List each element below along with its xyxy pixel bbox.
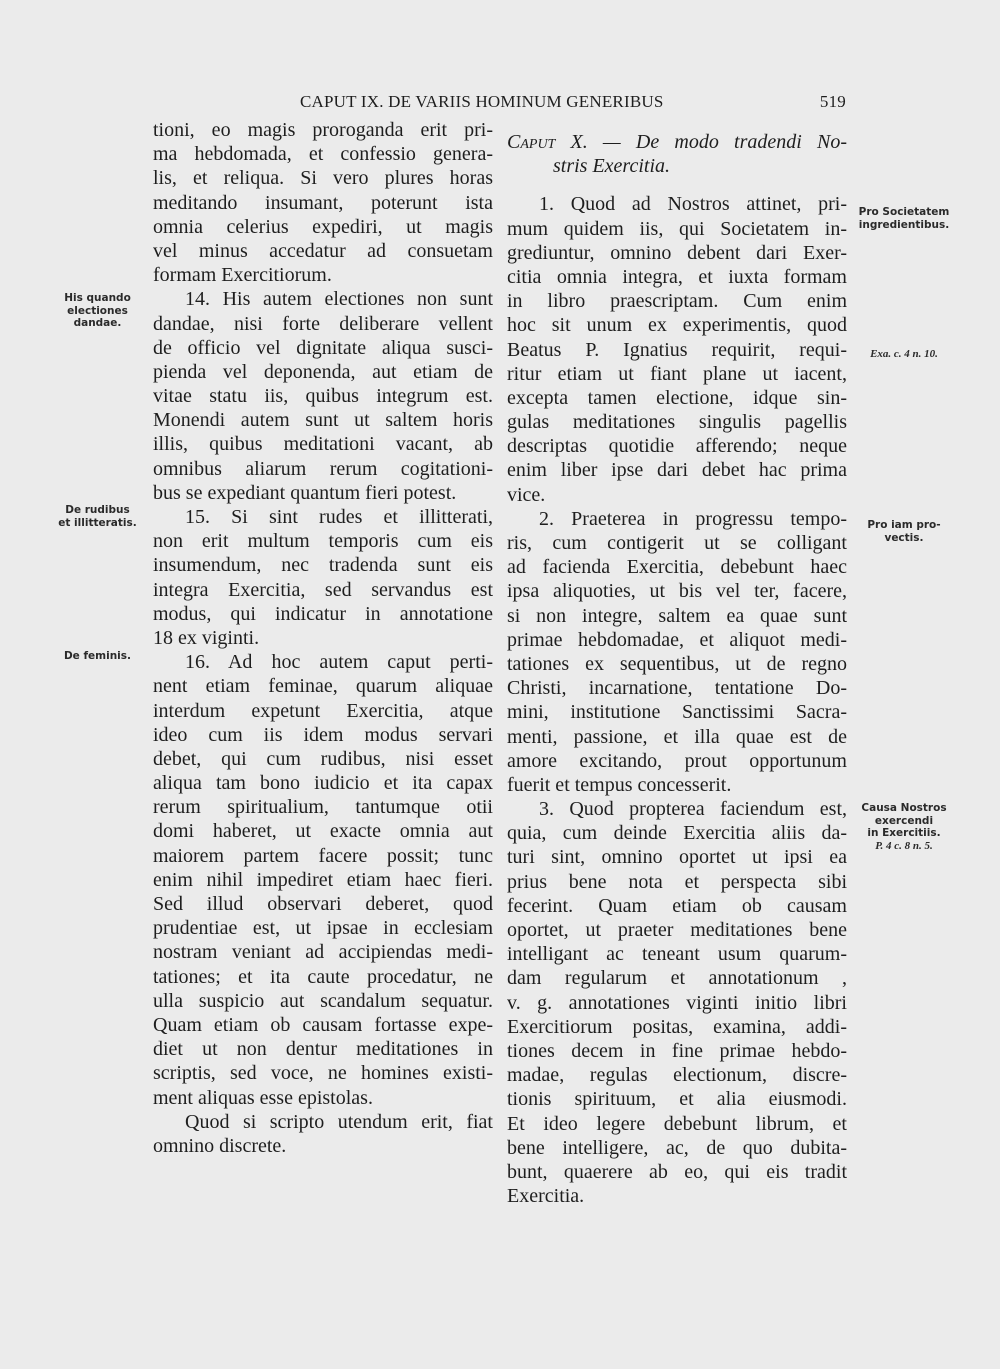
text-line: insumendum, nec tradenda sunt eis (153, 554, 493, 577)
text-line: Sed illud observari deberet, quod (153, 893, 493, 915)
text-line: mini, institutione Sanctissimi Sacra- (507, 701, 847, 724)
margin-note-line: ingredientibus. (858, 218, 950, 231)
text-line: omnibus aliarum rerum cogitationi- (153, 457, 493, 480)
margin-note-exa-ref (848, 348, 960, 361)
text-line: Exercitia. (507, 1185, 585, 1208)
text-line: scriptis, sed voce, ne homines existi- (153, 1062, 493, 1085)
text-line: ment aliquas esse epistolas. (153, 1086, 373, 1109)
margin-note-line: dandae. (73, 317, 122, 329)
text-line: rerum spiritualium, tantumque otii (153, 796, 493, 819)
text-line: descriptas quotidie afferendo; neque (507, 435, 847, 458)
text-line: 3. Quod propterea faciendum est, (539, 798, 847, 821)
text-line: gulas meditationes singulis pagellis (507, 411, 847, 434)
text-line: primae hebdomadae, et aliquot medi- (507, 628, 847, 651)
text-line: modus, qui indicatur in annotatione (153, 602, 493, 625)
chapter-heading-line-1 (507, 130, 847, 154)
text-line: Beatus P. Ignatius requirit, requi- (507, 338, 847, 361)
page-title: CAPUT IX. DE VARIIS HOMINUM GENERIBUS (300, 92, 664, 111)
text-line: madae, regulas electionum, discre- (507, 1064, 847, 1087)
chapter-heading-rest: X. — De modo tradendi No- (555, 131, 847, 153)
text-line: Monendi autem sunt ut saltem horis (153, 409, 493, 432)
text-line: pienda vel deponenda, aut etiam de (153, 360, 493, 383)
text-line: nostram veniant ad accipiendas medi- (153, 941, 493, 964)
margin-note-line: Causa Nostros (861, 802, 947, 814)
text-line: bene intelligere, ac, de quo dubita- (507, 1136, 847, 1159)
text-line: bus se expediant quantum fieri potest. (153, 481, 457, 504)
text-line: ipsa aliquoties, ut bis vel ter, facere, (507, 580, 847, 603)
text-line: enim nihil impediret etiam haec fieri. (153, 868, 493, 891)
margin-note-causa (848, 802, 960, 852)
margin-note-line: De feminis. (63, 650, 132, 662)
left-text-column (153, 118, 493, 1158)
text-line: 15. Si sint rudes et illitterati, (185, 506, 493, 528)
text-line: 16. Ad hoc autem caput perti- (185, 651, 493, 674)
text-line: si non integre, saltem ea quae sunt (507, 604, 847, 627)
margin-note-electiones (50, 292, 145, 330)
text-line: ulla suspicio aut scandalum sequatur. (153, 989, 493, 1012)
text-line: Et ideo legere debebunt librum, et (507, 1112, 847, 1135)
text-line: fuerit et tempus concesserit. (507, 773, 732, 796)
text-line: tationes ex sequentibus, ut de regno (507, 652, 847, 675)
text-line: Quam etiam ob causam fortasse expe- (153, 1013, 493, 1036)
text-line: quia, cum deinde Exercitia aliis da- (507, 822, 847, 845)
margin-note-line: His quando (64, 292, 131, 304)
text-line: in libro praescriptam. Cum enim (507, 290, 847, 313)
margin-note-line: De rudibus (65, 504, 130, 516)
text-line: integra Exercitia, sed servandus est (153, 578, 493, 601)
text-line: amore excitando, prout opportunum (507, 749, 847, 772)
text-line: ad facienda Exercitia, debebunt haec (507, 556, 847, 579)
text-line: vitae statu iis, quibus integrum est. (153, 385, 493, 408)
text-line: ma hebdomada, et confessio genera- (153, 143, 493, 166)
text-line: ideo cum iis idem modus servari (153, 723, 493, 746)
text-line: tiones decem in fine primae hebdo- (507, 1039, 847, 1062)
page-number: 519 (819, 92, 846, 111)
text-line: illis, quibus meditationi vacant, ab (153, 433, 493, 456)
margin-note-line: in Exercitiis. (867, 827, 941, 839)
text-line: tationes; et ita caute procedatur, ne (153, 965, 493, 988)
text-line: intelligant ac teneant usum quarum- (507, 943, 847, 966)
text-line: de officio vel dignitate aliqua susci- (153, 336, 493, 359)
text-line: oportet, ut praeter meditationes bene (507, 919, 847, 941)
text-line: ris, cum contigerit ut se colligant (507, 532, 847, 554)
text-line: grediuntur, omnino debent dari Exer- (507, 241, 847, 264)
text-line: 1. Quod ad Nostros attinet, pri- (539, 193, 847, 216)
text-line: maiorem partem facere possit; tunc (153, 844, 493, 867)
margin-note-provectis (848, 519, 960, 544)
text-line: tionis spirituum, et alia eiusmodi. (507, 1088, 847, 1111)
text-line: hoc sit unum ex experimentis, quod (507, 314, 847, 337)
text-line: prudentiae est, ut ipsae in ecclesiam (153, 917, 493, 940)
text-line: vel minus accedatur ad consuetam (153, 239, 493, 262)
text-line: dam regularum et annotationum , (507, 967, 847, 990)
text-line: debet, qui cum rudibus, nisi esset (153, 747, 493, 770)
text-line: menti, passione, et illa quae est de (507, 725, 847, 748)
text-line: fecerint. Quam etiam ob causam (507, 894, 847, 917)
text-line: lis, et reliqua. Si vero plures horas (153, 167, 493, 190)
text-line: excepta tamen electione, idque sin- (507, 386, 847, 409)
margin-note-reference: Exa. c. 4 n. 10. (870, 348, 938, 360)
text-line: 2. Praeterea in progressu tempo- (539, 507, 847, 530)
running-header (300, 92, 846, 116)
text-line: omnia celerius expediri, ut magis (153, 215, 493, 238)
text-line: Christi, incarnatione, tentatione Do- (507, 677, 847, 700)
text-line: dandae, nisi forte deliberare vellent (153, 312, 493, 335)
margin-note-societatem (848, 206, 960, 231)
margin-note-line: electiones (67, 304, 128, 317)
text-line: omnino discrete. (153, 1134, 287, 1157)
margin-note-line: vectis. (884, 531, 924, 544)
text-line: nent etiam feminae, quarum aliquae (153, 675, 493, 698)
margin-note-line: et illitteratis. (58, 516, 137, 529)
text-line: aliqua tam bono iudicio et ita capax (153, 772, 493, 795)
text-line: vice. (507, 483, 546, 506)
margin-note-line: exercendi (874, 814, 934, 827)
margin-note-rudibus (50, 504, 145, 529)
text-line: domi haberet, ut exacte omnia aut (153, 820, 493, 843)
text-line: mum quidem iis, qui Societatem in- (507, 217, 847, 240)
text-line: citia omnia integra, et iuxta formam (507, 265, 847, 288)
margin-note-line: Pro Societatem (858, 206, 950, 218)
text-line: meditando insumant, poterunt ista (153, 191, 493, 214)
text-line: 18 ex viginti. (153, 626, 260, 649)
text-line: non erit multum temporis cum eis (153, 530, 493, 553)
text-line: 14. His autem electiones non sunt (185, 288, 493, 311)
margin-note-line: Pro iam pro- (867, 519, 941, 531)
right-text-column (507, 130, 847, 1208)
text-line: bunt, quaerere ab eo, qui eis tradit (507, 1160, 847, 1183)
margin-note-feminis (50, 650, 145, 663)
text-line: formam Exercitiorum. (153, 264, 332, 287)
text-line: interdum expetunt Exercitia, atque (153, 699, 493, 722)
heading-spacer (507, 178, 847, 192)
margin-note-reference: P. 4 c. 8 n. 5. (875, 839, 933, 852)
chapter-heading-line-2: stris Exercitia. (553, 155, 671, 178)
text-line: prius bene nota et perspecta sibi (507, 870, 847, 893)
text-line: ritur etiam ut fiant plane ut iacent, (507, 362, 847, 385)
text-line: enim liber ipse dari debet hac prima (507, 459, 847, 482)
text-line: diet ut non dentur meditationes in (153, 1038, 493, 1061)
text-line: Quod si scripto utendum erit, fiat (185, 1110, 493, 1133)
text-line: v. g. annotationes viginti initio libri (507, 991, 847, 1014)
text-line: turi sint, omnino oportet ut ipsi ea (507, 846, 847, 869)
chapter-heading-caput: Caput (507, 131, 556, 153)
text-line: tioni, eo magis proroganda erit pri- (153, 119, 493, 141)
text-line: Exercitiorum positas, examina, addi- (507, 1015, 847, 1038)
right-column-body (507, 192, 847, 1208)
